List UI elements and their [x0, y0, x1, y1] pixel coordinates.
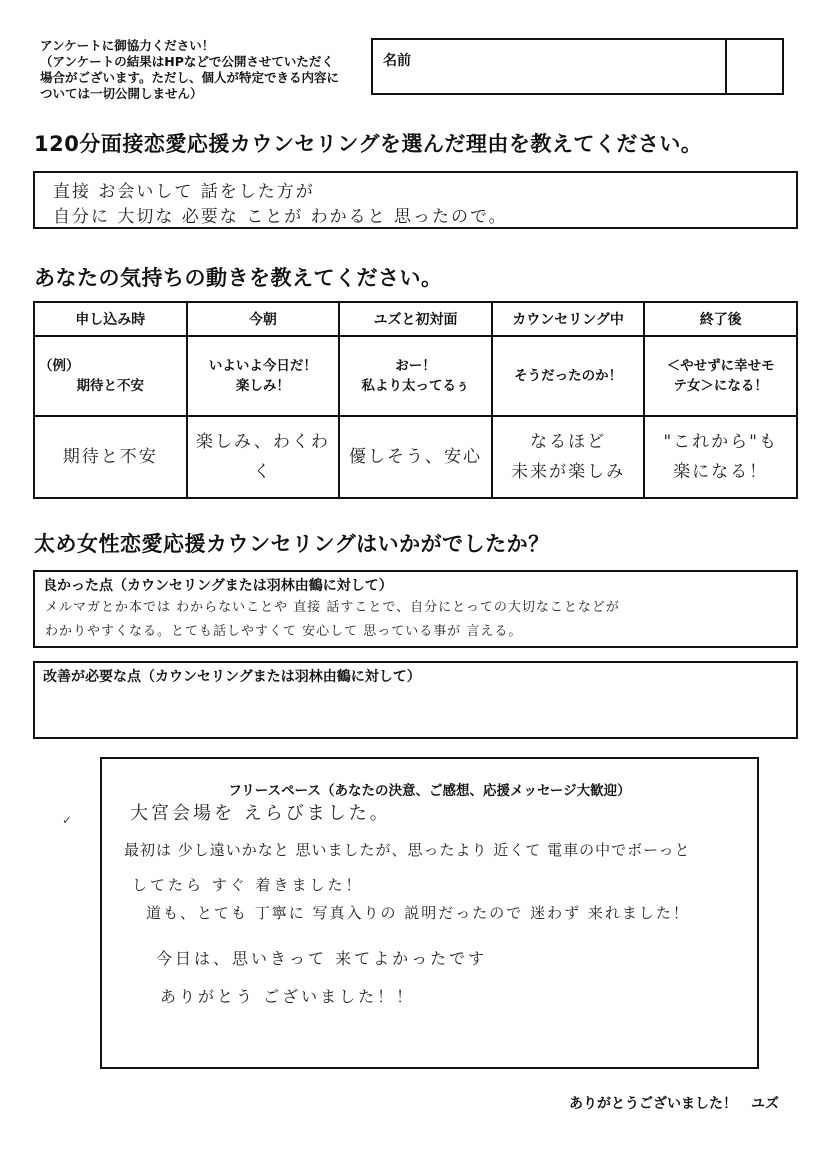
table-header-row	[34, 302, 797, 336]
example-text: 期待と不安	[76, 378, 145, 394]
free-space-line: してたら すぐ 着きました！	[132, 876, 364, 894]
answer-text: "これから"も 楽になる！	[663, 432, 778, 482]
notice-line: アンケートに御協力ください！	[40, 38, 215, 53]
answer-cell[interactable]	[187, 416, 340, 498]
good-points-label: 良かった点（カウンセリングまたは羽林由鶴に対して）	[43, 578, 393, 594]
feelings-table	[33, 301, 798, 499]
notice-line: （アンケートの結果はHPなどで公開させていただく	[40, 54, 334, 69]
answer-text: なるほど 未来が楽しみ	[511, 432, 626, 482]
answer-cell[interactable]	[492, 416, 645, 498]
free-space-box[interactable]	[100, 757, 759, 1069]
good-points-line: わかりやすくなる。とても話しやすくて 安心して 思っている事が 言える。	[45, 624, 523, 639]
q3-heading: 太め女性恋愛応援カウンセリングはいかがでしたか？	[34, 532, 550, 556]
q1-answer-line: 自分に 大切な 必要な ことが わかると 思ったので。	[53, 207, 508, 227]
answer-text: 優しそう、安心	[348, 447, 482, 467]
answer-cell[interactable]	[34, 416, 187, 498]
free-space-line: 今日は、思いきって 来てよかったです	[156, 949, 488, 968]
example-cell	[644, 336, 797, 416]
good-points-box[interactable]	[33, 570, 798, 648]
example-text: おー！ 私より太ってるぅ	[361, 358, 470, 394]
column-header: 今朝	[187, 302, 340, 336]
answer-row	[34, 416, 797, 498]
example-cell	[187, 336, 340, 416]
free-space-line: 道も、とても 丁寧に 写真入りの 説明だったので 迷わず 来れました！	[146, 904, 690, 922]
thanks-footer: ありがとうございました！ ユズ	[569, 1096, 779, 1112]
example-cell	[492, 336, 645, 416]
q1-answer-line: 直接 お会いして 話をした方が	[53, 182, 315, 202]
answer-text: 楽しみ、わくわく	[195, 432, 330, 482]
notice-line: ついては一切公開しません）	[40, 86, 203, 101]
example-text: いよいよ今日だ！ 楽しみ！	[208, 358, 317, 394]
q2-heading: あなたの気持ちの動きを教えてください。	[34, 266, 443, 290]
column-header: ユズと初対面	[339, 302, 492, 336]
name-label: 名前	[383, 53, 411, 69]
name-box-divider	[725, 40, 727, 93]
column-header: 終了後	[644, 302, 797, 336]
example-row	[34, 336, 797, 416]
answer-text: 期待と不安	[62, 447, 158, 467]
improvement-box[interactable]	[33, 661, 798, 739]
check-mark: ✓	[62, 813, 73, 827]
answer-cell[interactable]	[339, 416, 492, 498]
example-label: （例）	[39, 358, 80, 374]
free-space-line: 大宮会場を えらびました。	[130, 803, 391, 824]
good-points-line: メルマガとか本では わからないことや 直接 話すことで、自分にとっての大切なことなどが	[45, 600, 620, 615]
q1-answer-box[interactable]	[33, 171, 798, 229]
example-text: ＜やせずに幸せモ テ女＞になる！	[666, 358, 775, 394]
answer-cell[interactable]	[644, 416, 797, 498]
notice-line: 場合がございます。ただし、個人が特定できる内容に	[40, 70, 340, 85]
name-box[interactable]	[371, 38, 784, 95]
column-header: 申し込み時	[34, 302, 187, 336]
example-cell	[34, 336, 187, 416]
improvement-label: 改善が必要な点（カウンセリングまたは羽林由鶴に対して）	[43, 669, 421, 685]
free-space-title: フリースペース（あなたの決意、ご感想、応援メッセージ大歓迎）	[228, 783, 631, 799]
free-space-line: 最初は 少し遠いかなと 思いましたが、思ったより 近くて 電車の中でボーっと	[124, 841, 691, 859]
q1-heading: 120分面接恋愛応援カウンセリングを選んだ理由を教えてください。	[34, 132, 703, 156]
free-space-line: ありがとう ございました！！	[160, 987, 416, 1006]
column-header: カウンセリング中	[492, 302, 645, 336]
example-text: そうだったのか！	[514, 368, 623, 384]
example-cell	[339, 336, 492, 416]
survey-notice	[40, 38, 370, 102]
